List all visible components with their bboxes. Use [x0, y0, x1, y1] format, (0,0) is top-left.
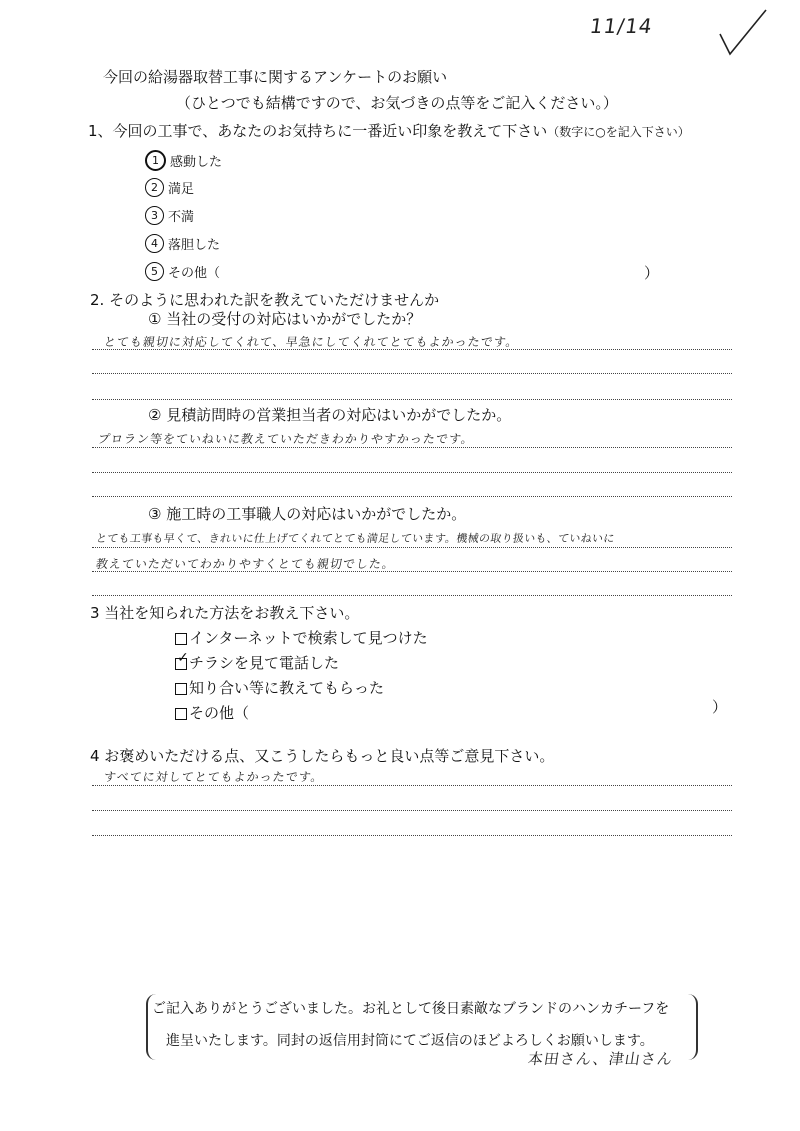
- checkbox[interactable]: [175, 708, 187, 720]
- q1-other-close: ）: [644, 264, 660, 282]
- page-title: 今回の給湯器取替工事に関するアンケートのお願い: [103, 68, 448, 86]
- option-label: その他（: [189, 704, 250, 722]
- q1-option-5[interactable]: [145, 262, 220, 281]
- q1-option-2[interactable]: [145, 178, 194, 197]
- checkbox[interactable]: [175, 633, 187, 645]
- q3-option-1[interactable]: [175, 627, 428, 648]
- check-mark-icon: [716, 8, 772, 62]
- checkbox[interactable]: [175, 683, 187, 695]
- checkbox[interactable]: [175, 649, 189, 670]
- q1-question-text: 1、今回の工事で、あなたのお気持ちに一番近い印象を教えて下さい: [88, 122, 548, 140]
- q1-option-1[interactable]: [145, 150, 222, 171]
- page-subtitle: （ひとつでも結構ですので、お気づきの点等をご記入ください。）: [176, 94, 618, 112]
- answer-line: [92, 447, 732, 448]
- option-label: その他（: [168, 266, 221, 281]
- answer-line: [92, 373, 732, 374]
- answer-line: [92, 810, 732, 811]
- footer-signature: 本田さん、津山さん: [526, 1050, 675, 1068]
- q2-question: 2. そのように思われた訳を教えていただけませんか: [90, 291, 440, 309]
- q3-other-close: ）: [712, 698, 728, 716]
- q4-answer[interactable]: すべてに対してとてもよかったです。: [102, 770, 325, 784]
- q1-note: （数字に○を記入下さい）: [547, 125, 690, 139]
- q4-question: 4 お褒めいただける点、又こうしたらもっと良い点等ご意見下さい。: [90, 747, 555, 765]
- q2-sub2-question: ② 見積訪問時の営業担当者の対応はいかがでしたか。: [148, 406, 512, 424]
- q3-option-3[interactable]: [175, 677, 384, 698]
- q1-option-3[interactable]: [145, 206, 194, 225]
- q2-sub1-question: ① 当社の受付の対応はいかがでしたか？: [148, 310, 422, 328]
- answer-line: [92, 349, 732, 350]
- option-number: 2: [145, 178, 164, 197]
- checkmark-icon: ✓: [177, 649, 189, 666]
- answer-line: [92, 496, 732, 497]
- q1-question: [88, 120, 690, 141]
- q2-sub3-question: ③ 施工時の工事職人の対応はいかがでしたか。: [148, 505, 467, 523]
- option-number: 5: [145, 262, 164, 281]
- answer-line: [92, 399, 732, 400]
- answer-line: [92, 571, 732, 572]
- q3-question: 3 当社を知られた方法をお教え下さい。: [90, 604, 360, 622]
- option-label: インターネットで検索して見つけた: [189, 629, 428, 647]
- q1-option-4[interactable]: [145, 234, 220, 253]
- option-label: 満足: [168, 182, 195, 197]
- option-number: 3: [145, 206, 164, 225]
- date-note: 11/14: [588, 14, 655, 38]
- answer-line: [92, 547, 732, 548]
- option-number: 4: [145, 234, 164, 253]
- footer-line2: 進呈いたします。同封の返信用封筒にてご返信のほどよろしくお願いします。: [166, 1033, 654, 1049]
- footer-line1: ご記入ありがとうございました。お礼として後日素敵なブランドのハンカチーフを: [152, 1001, 670, 1017]
- option-label: チラシを見て電話した: [189, 654, 340, 672]
- q2-sub1-answer[interactable]: とても親切に対応してくれて、早急にしてくれてとてもよかったです。: [102, 335, 520, 349]
- option-number: 1: [145, 150, 166, 171]
- option-label: 不満: [168, 210, 195, 225]
- q2-sub3-answer-line2[interactable]: 教えていただいてわかりやすくとても親切でした。: [94, 557, 396, 571]
- q3-option-4[interactable]: [175, 702, 249, 723]
- option-label: 落胆した: [168, 238, 221, 253]
- q3-option-2[interactable]: [175, 649, 340, 673]
- answer-line: [92, 472, 732, 473]
- option-label: 感動した: [170, 155, 223, 170]
- option-label: 知り合い等に教えてもらった: [189, 679, 385, 697]
- answer-line: [92, 595, 732, 596]
- q2-sub2-answer[interactable]: プロラン等をていねいに教えていただきわかりやすかったです。: [96, 432, 475, 446]
- answer-line: [92, 835, 732, 836]
- answer-line: [92, 785, 732, 786]
- q2-sub3-answer-line1[interactable]: とても工事も早くて、きれいに仕上げてくれてとても満足しています。機械の取り扱いも、ていねいに: [95, 532, 616, 545]
